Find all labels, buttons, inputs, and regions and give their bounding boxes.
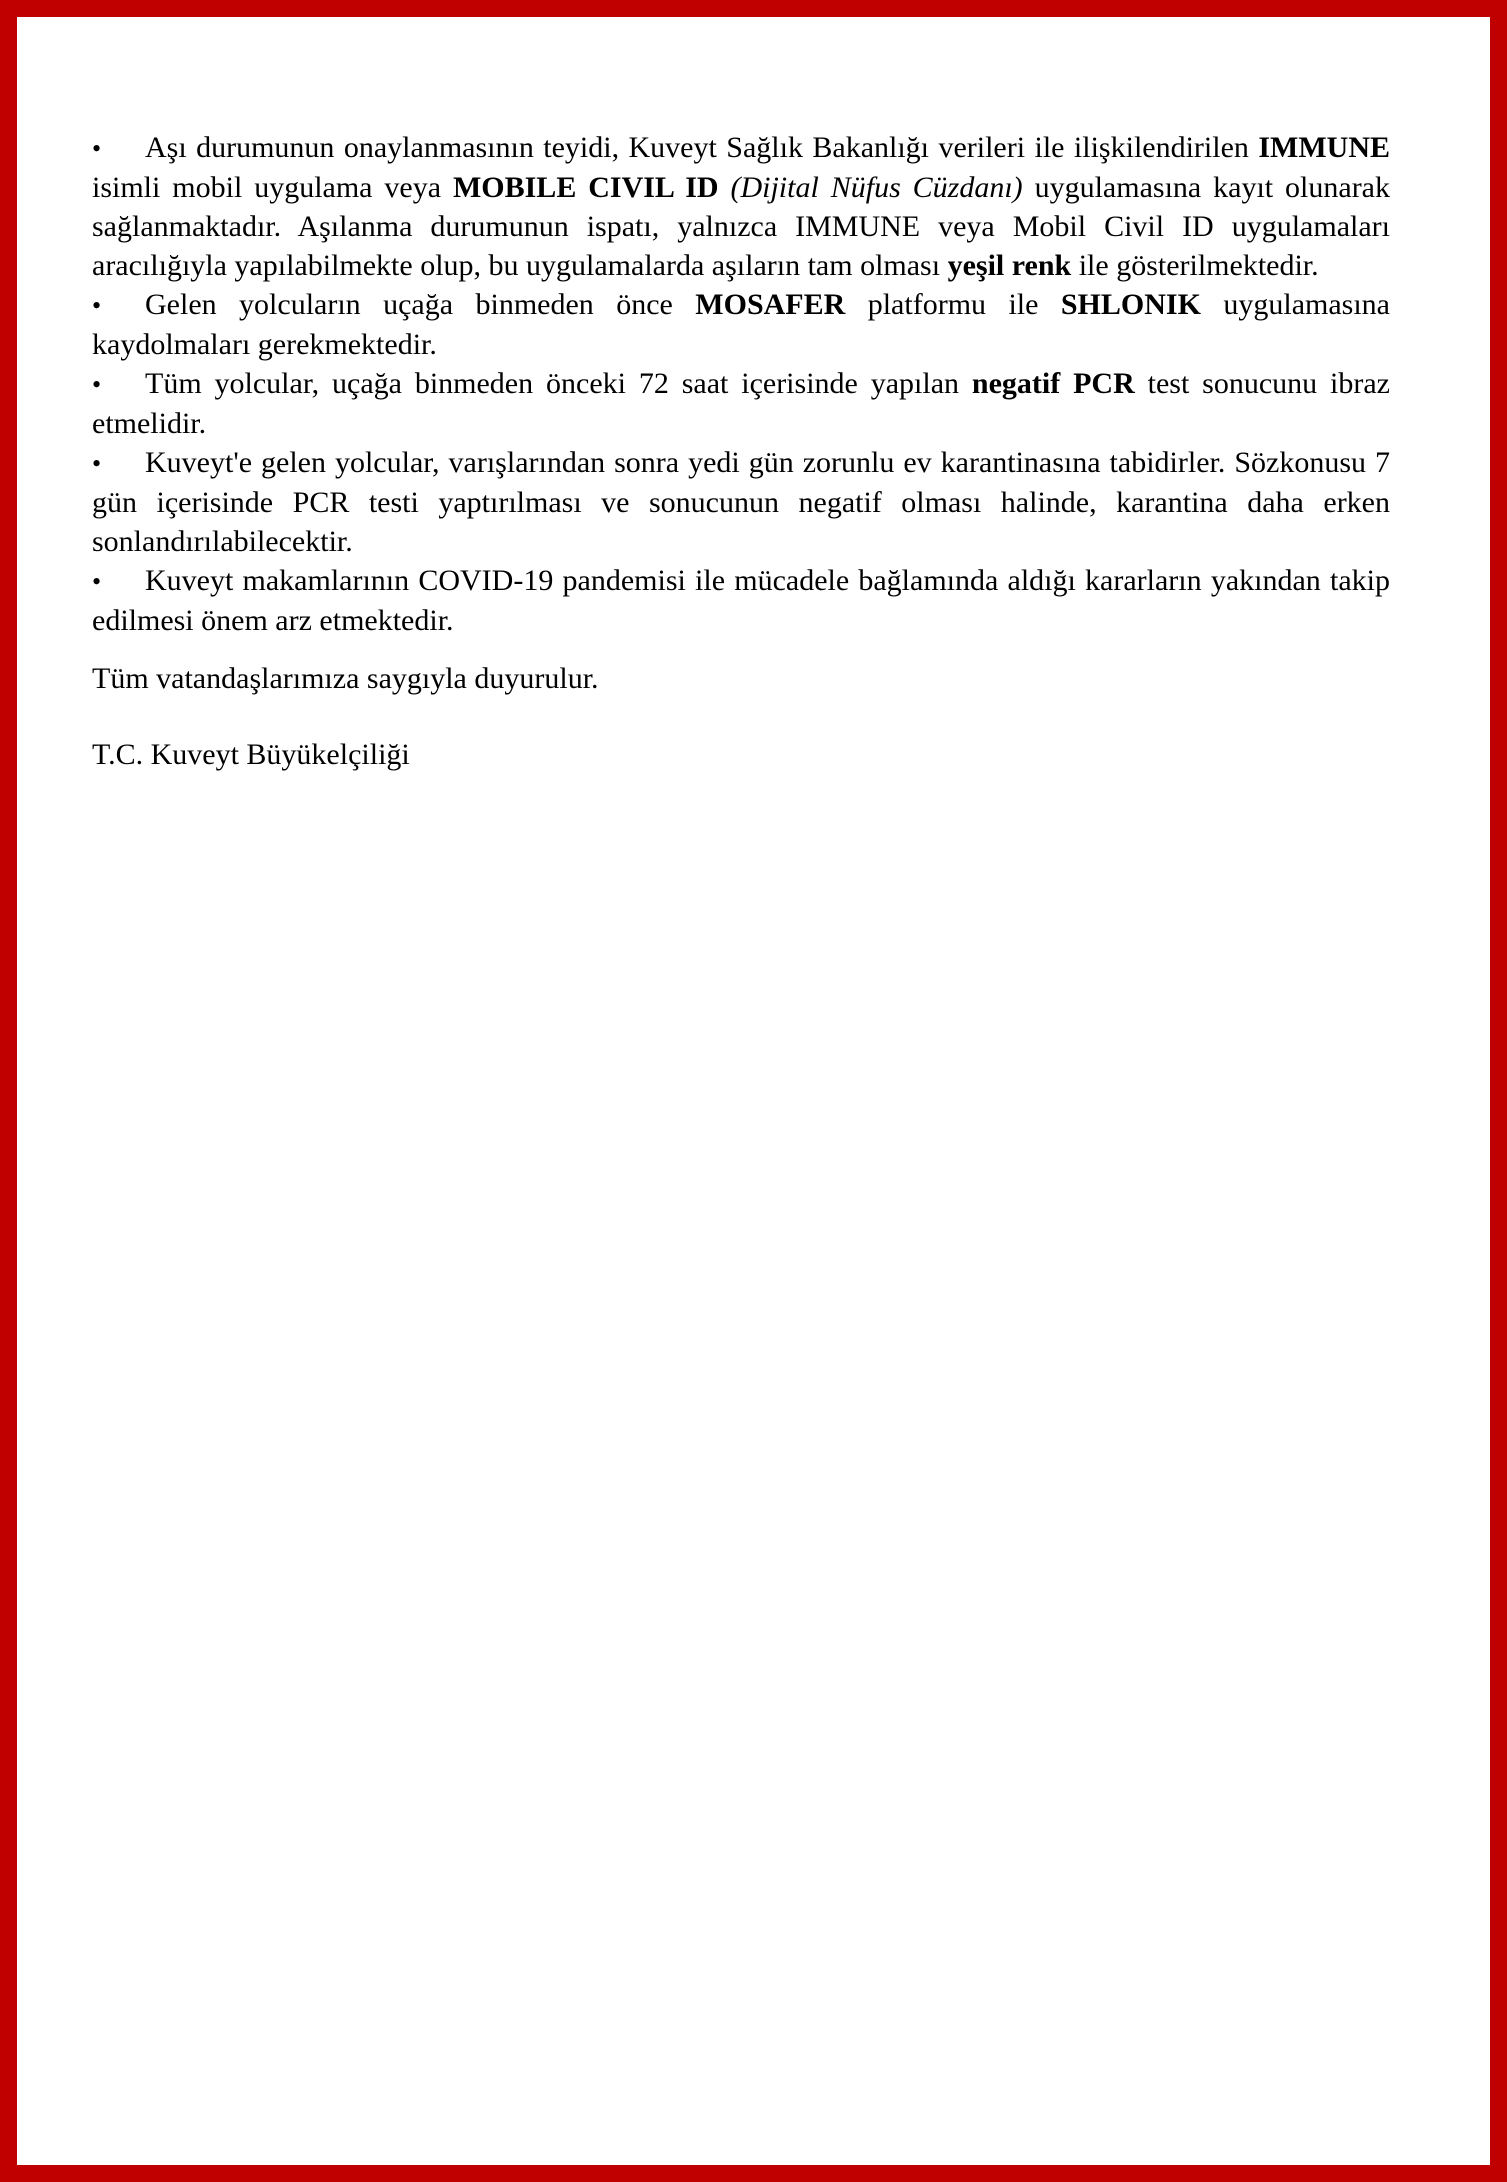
text-run: Kuveyt'e gelen yolcular, varışlarından sonra yedi gün zorunlu ev karantinasına tabidirler. Sözkonusu 7 gün içerisinde PCR testi yaptırılması ve sonucunun negatif olması halinde, karantina daha erken sonlandırılabilecektir. bbox=[92, 446, 1390, 558]
text-run: Tüm yolcular, uçağa binmeden önceki 72 saat içerisinde yapılan bbox=[145, 367, 972, 400]
text-run: ile gösterilmektedir. bbox=[1071, 249, 1319, 282]
text-run: yeşil renk bbox=[947, 249, 1072, 282]
bullet-marker-icon: • bbox=[92, 291, 102, 320]
text-run: Gelen yolcuların uçağa binmeden önce bbox=[145, 288, 696, 321]
text-run: (Dijital Nüfus Cüzdanı) bbox=[730, 171, 1023, 204]
text-run: Kuveyt makamlarının COVID-19 pandemisi ile mücadele bağlamında aldığı kararların yakından takip edilmesi önem arz etmektedir. bbox=[92, 564, 1390, 637]
text-run: IMMUNE bbox=[1258, 131, 1390, 164]
text-run: platformu ile bbox=[845, 288, 1061, 321]
text-run: test sonucunu ibraz etmelidir. bbox=[92, 367, 1390, 440]
bullet-marker-icon: • bbox=[92, 567, 102, 596]
bullet-paragraph-covid-measures bbox=[92, 561, 1390, 640]
bullet-marker-icon: • bbox=[92, 134, 102, 163]
text-run bbox=[719, 171, 731, 204]
text-run: SHLONIK bbox=[1060, 288, 1201, 321]
bullet-paragraph-vaccine-status bbox=[92, 128, 1390, 285]
text-run: Aşı durumunun onaylanmasının teyidi, Kuveyt Sağlık Bakanlığı verileri ile ilişkilendirilen bbox=[145, 131, 1259, 164]
bullet-paragraph-pcr-test bbox=[92, 364, 1390, 443]
text-run: negatif PCR bbox=[971, 367, 1135, 400]
text-run: uygulamasına kaydolmaları gerekmektedir. bbox=[92, 288, 1390, 361]
signature-line: T.C. Kuveyt Büyükelçiliği bbox=[92, 738, 410, 771]
bullet-paragraph-quarantine bbox=[92, 443, 1390, 561]
text-run: MOBILE CIVIL ID bbox=[452, 171, 719, 204]
bullet-marker-icon: • bbox=[92, 449, 102, 478]
text-run: uygulamasına kayıt olunarak sağlanmaktadır. Aşılanma durumunun ispatı, yalnızca IMMUNE veya Mobil Civil ID uygulamaları aracılığıyla yapılabilmekte olup, bu uygulamalarda aşıların tam olması bbox=[92, 171, 1390, 282]
text-run: isimli mobil uygulama veya bbox=[92, 171, 453, 204]
document-content bbox=[92, 128, 1390, 774]
closing-line: Tüm vatandaşlarımıza saygıyla duyurulur. bbox=[92, 662, 599, 695]
bullet-marker-icon: • bbox=[92, 370, 102, 399]
bullet-paragraph-mosafer-shlonik bbox=[92, 285, 1390, 364]
text-run: MOSAFER bbox=[695, 288, 846, 321]
